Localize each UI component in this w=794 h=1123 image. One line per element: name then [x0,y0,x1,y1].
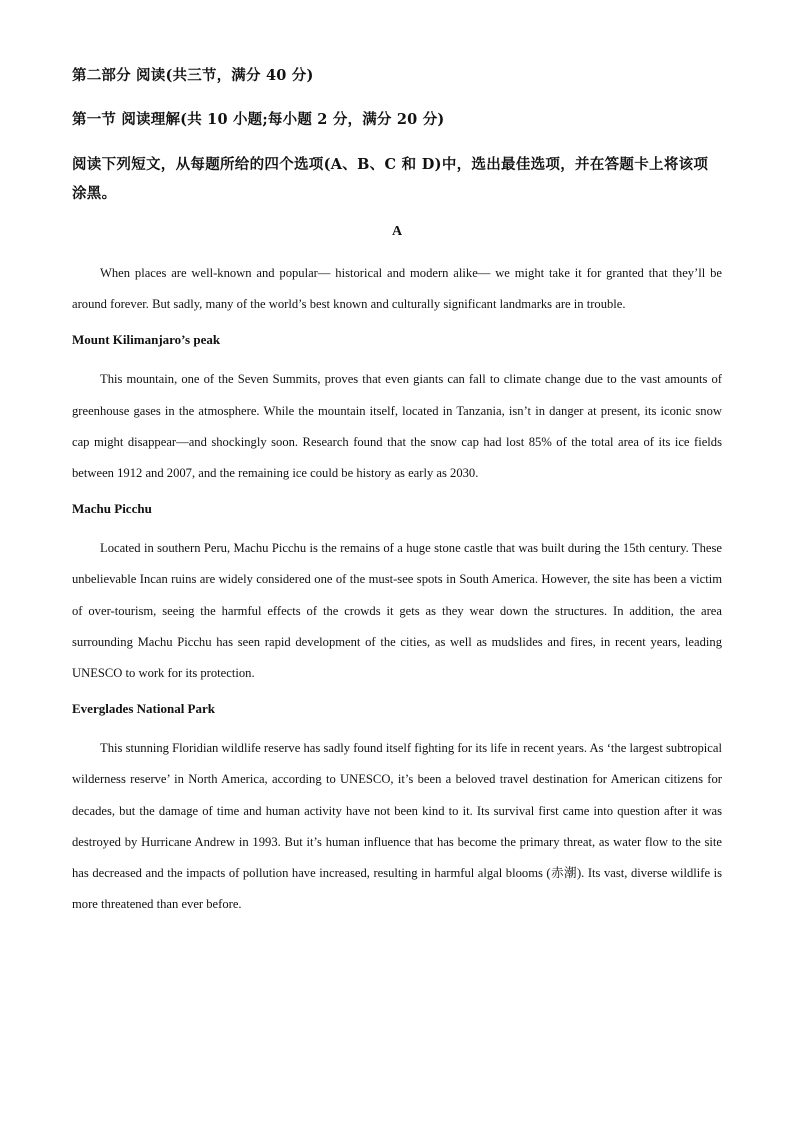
section-body-everglades: This stunning Floridian wildlife reserve has sadly found itself fighting for its life in recent years. As ‘the largest subtropical wilderness reserve’ in North America, according to UNESCO, it’s been a beloved travel destination for American citizens for decades, but the damage of time and human activity have not been kind to it. Its survival first came into question after it was destroyed by Hurricane Andrew in 1993. But it’s human influence that has become the primary threat, as water flow to the site has decreased and the impacts of pollution have increased, resulting in harmful algal blooms (赤潮). Its vast, diverse wildlife is more threatened than ever before. [72,741,722,912]
section-title-heading: 第一节 阅读理解(共 10 小题;每小题 2 分，满分 20 分) [72,111,445,128]
section-body-machu-picchu: Located in southern Peru, Machu Picchu is the remains of a huge stone castle that was built during the 15th century. These unbelievable Incan ruins are widely considered one of the must-see spots in South America. However, the site has been a victim of over-tourism, seeing the harmful effects of the crowds it gets as they wear down the structures. In addition, the area surrounding Machu Picchu has seen rapid development of the cities, as well as mudslides and fires, in recent years, leading UNESCO to work for its protection. [72,541,722,681]
section-body-kilimanjaro: This mountain, one of the Seven Summits, proves that even giants can fall to climate change due to the vast amounts of greenhouse gases in the atmosphere. While the mountain itself, located in Tanzania, isn’t in danger at present, its iconic snow cap might disappear—and shockingly soon. Research found that the snow cap had lost 85% of the total area of its ice fields between 1912 and 2007, and the remaining ice could be history as early as 2030. [72,372,722,481]
passage-letter: A [391,224,403,239]
intro-paragraph: When places are well-known and popular— historical and modern alike— we might take it for granted that they’ll be around forever. But sadly, many of the world’s best known and culturally significant landmarks are in trouble. [72,266,722,312]
exam-page [72,62,722,928]
part-title: 第二部分 阅读(共三节，满分 40 分) [72,67,314,84]
instructions: 阅读下列短文，从每题所给的四个选项(A、B、C 和 D)中，选出最佳选项，并在答题卡上将该项涂黑。 [72,156,709,202]
section-heading-machu-picchu: Machu Picchu [72,501,152,517]
section-heading-kilimanjaro: Mount Kilimanjaro’s peak [72,332,221,348]
section-heading-everglades: Everglades National Park [72,701,215,717]
